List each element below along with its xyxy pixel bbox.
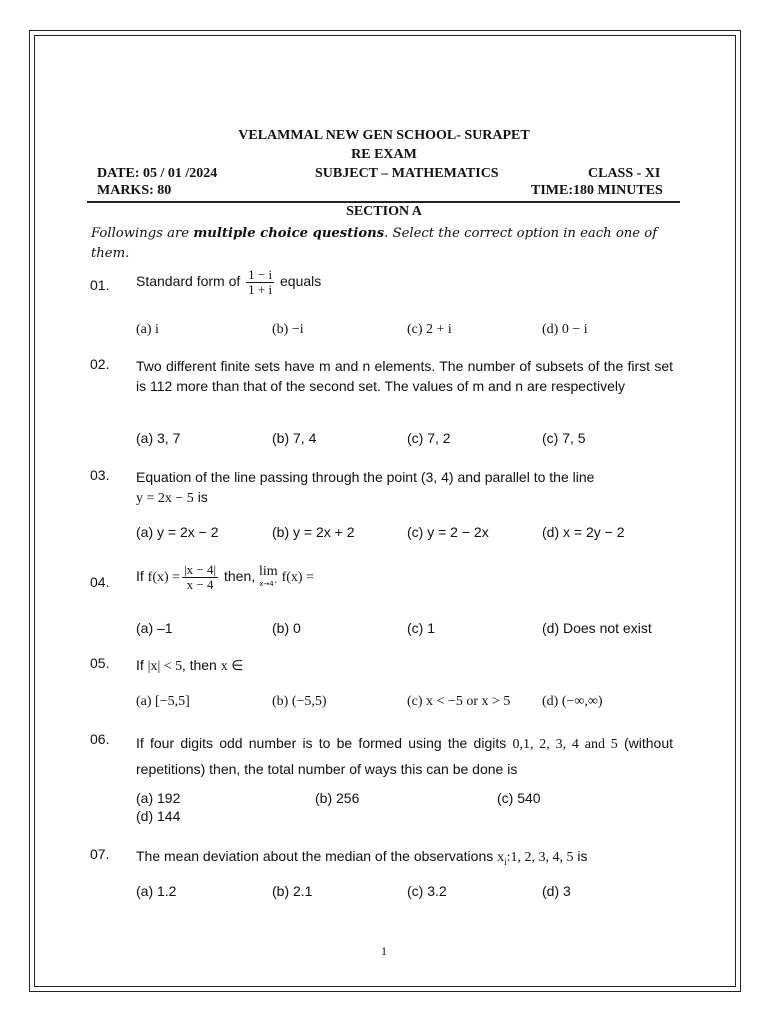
exam-subject: SUBJECT – MATHEMATICS (315, 166, 499, 181)
option-b: (b) 2.1 (272, 883, 313, 899)
option-a: (a) –1 (136, 620, 173, 636)
exam-time: TIME:180 MINUTES (531, 183, 663, 198)
section-title: SECTION A (346, 204, 422, 219)
instructions: Followings are multiple choice questions. Select the correct option in each one of them. (91, 226, 658, 261)
question-text: Two different finite sets have m and n elements. The number of subsets of the first set is 112 more than that of the second set. The values of m and n are respectively (136, 358, 673, 394)
school-name: VELAMMAL NEW GEN SCHOOL- SURAPET (238, 128, 530, 143)
question-text: The mean deviation about the median of the observations $x_i:1$, 2, 3, 4, 5 is (136, 848, 588, 867)
option-b: (b) (−5,5) (272, 694, 327, 709)
question-text: If four digits odd number is to be formed using the digits 0,1, 2, 3, 4 and 5 (without repetitions) then, the total number of ways this can be done is (136, 735, 674, 777)
option-d: (d) 3 (542, 883, 571, 899)
option-b: (b) 7, 4 (272, 430, 317, 446)
option-c: (c) 1 (407, 620, 435, 636)
question-number: 04. (90, 574, 110, 590)
question-number: 03. (90, 467, 110, 483)
question-text: Equation of the line passing through the point (3, 4) and parallel to the line y = 2x − 5 is (136, 469, 595, 506)
option-b: (b) −i (272, 322, 304, 337)
option-a: (a) y = 2x − 2 (136, 524, 219, 540)
question-text: If f(x) = $\frac{|x - 4|}{x - 4}$ then, lim x→4⁺ f(x) = (136, 562, 314, 592)
page-number: 1 (381, 944, 387, 958)
question-number: 05. (90, 655, 110, 671)
option-b: (b) y = 2x + 2 (272, 524, 355, 540)
option-d: (d) 144 (136, 808, 181, 824)
option-c: (c) 2 + i (407, 322, 452, 337)
exam-marks: MARKS: 80 (97, 183, 172, 198)
question-text: If |x| < 5, then x ∈ (136, 657, 244, 674)
header-rule (87, 201, 680, 203)
question-number: 02. (90, 356, 110, 372)
fraction: $\frac{1 - i}{1 + i}$ (248, 267, 273, 297)
question-text: Standard form of $\frac{1 - i}{1 + i}$ equals (136, 267, 322, 297)
question-number: 01. (90, 277, 110, 293)
option-a: (a) 3, 7 (136, 430, 181, 446)
option-a: (a) [−5,5] (136, 694, 190, 709)
option-c: (c) 540 (497, 790, 541, 806)
option-a: (a) i (136, 322, 159, 337)
option-a: (a) 192 (136, 790, 181, 806)
option-c: (c) 3.2 (407, 883, 447, 899)
option-c: (c) x < −5 or x > 5 (407, 694, 511, 709)
option-c: (c) 7, 2 (407, 430, 451, 446)
question-number: 06. (90, 731, 110, 747)
exam-date: DATE: 05 / 01 /2024 (97, 166, 218, 181)
option-b: (b) 256 (315, 790, 360, 806)
option-c: (c) y = 2 − 2x (407, 524, 489, 540)
exam-class: CLASS - XI (588, 166, 661, 181)
option-b: (b) 0 (272, 620, 301, 636)
option-d: (d) (−∞,∞) (542, 694, 603, 709)
exam-title: RE EXAM (351, 147, 417, 162)
option-d: (c) 7, 5 (542, 430, 586, 446)
option-d: (d) x = 2y − 2 (542, 524, 625, 540)
question-number: 07. (90, 846, 110, 862)
option-d: (d) 0 − i (542, 322, 588, 337)
fraction: $\frac{|x - 4|}{x - 4}$ (184, 562, 217, 592)
option-d: (d) Does not exist (542, 620, 652, 636)
option-a: (a) 1.2 (136, 883, 177, 899)
